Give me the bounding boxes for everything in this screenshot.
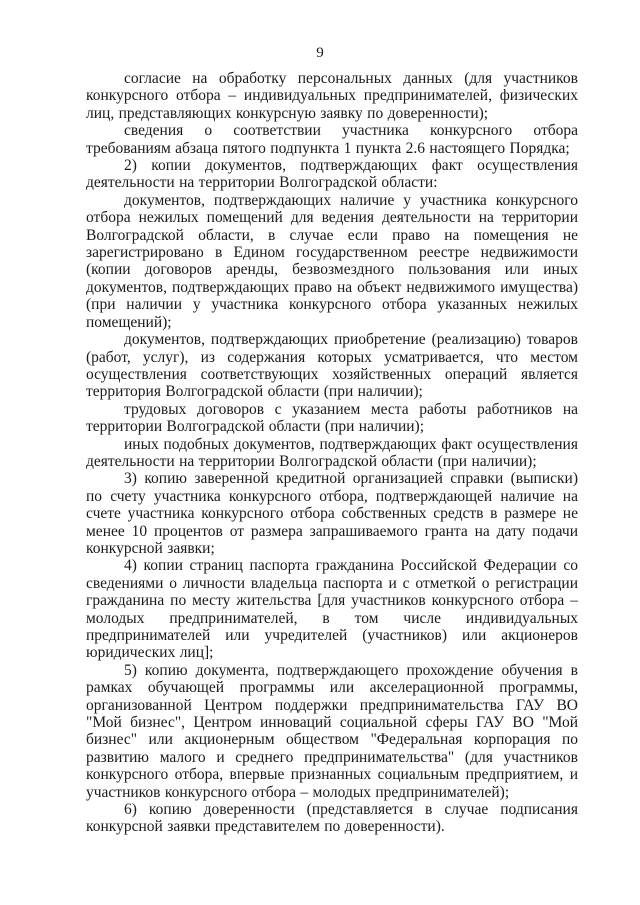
paragraph-item-5: 5) копию документа, подтверждающего прохождение обучения в рамках обучающей программы или акселерационной программы, организованной Центром поддержки предпринимательства ГАУ ВО "Мой бизнес", Центром инноваций социальной сферы ГАУ ВО "Мой бизнес" или акционерным обществом "Федеральная корпорация по развитию малого и среднего предпринимательства" (для участников конкурсного отбора, впервые признанных социальным предприятием, и участников конкурсного отбора – молодых предпринимателей); bbox=[86, 661, 578, 801]
paragraph-premises-documents: документов, подтверждающих наличие у участника конкурсного отбора нежилых помещений для ведения деятельности на территории Волгоградской области, в случае если право на помещения не зарегистрировано в Едином государственном реестре недвижимости (копии договоров аренды, безвозмездного пользования или иных документов, подтверждающих право на объект недвижимого имущества) (при наличии у участника конкурсного отбора указанных нежилых помещений); bbox=[86, 191, 578, 331]
paragraph-item-4: 4) копии страниц паспорта гражданина Российской Федерации со сведениями о личности владельца паспорта и с отметкой о регистрации гражданина по месту жительства [для участников конкурсного отбора – молодых предпринимателей, в том числе индивидуальных предпринимателей или учредителей (участников) или акционеров юридических лиц]; bbox=[86, 557, 578, 662]
paragraph-compliance-info: сведения о соответствии участника конкурсного отбора требованиям абзаца пятого подпункта 1 пункта 2.6 настоящего Порядка; bbox=[86, 122, 578, 157]
paragraph-other-documents: иных подобных документов, подтверждающих факт осуществления деятельности на территории Волгоградской области (при наличии); bbox=[86, 435, 578, 470]
paragraph-consent: согласие на обработку персональных данных (для участников конкурсного отбора – индивидуальных предпринимателей, физических лиц, представляющих конкурсную заявку по доверенности); bbox=[86, 70, 578, 122]
paragraph-item-2: 2) копии документов, подтверждающих факт осуществления деятельности на территории Волгоградской области: bbox=[86, 157, 578, 192]
paragraph-purchase-documents: документов, подтверждающих приобретение (реализацию) товаров (работ, услуг), из содержания которых усматривается, что местом осуществления соответствующих хозяйственных операций является территория Волгоградской области (при наличии); bbox=[86, 331, 578, 401]
body-text bbox=[86, 70, 578, 836]
paragraph-item-3: 3) копию заверенной кредитной организацией справки (выписки) по счету участника конкурсного отбора, подтверждающей наличие на счете участника конкурсного отбора собственных средств в размере не менее 10 процентов от размера запрашиваемого гранта на дату подачи конкурсной заявки; bbox=[86, 470, 578, 557]
page-number: 9 bbox=[316, 45, 324, 61]
paragraph-item-6: 6) копию доверенности (представляется в случае подписания конкурсной заявки представителем по доверенности). bbox=[86, 801, 578, 836]
paragraph-labor-contracts: трудовых договоров с указанием места работы работников на территории Волгоградской области (при наличии); bbox=[86, 400, 578, 436]
